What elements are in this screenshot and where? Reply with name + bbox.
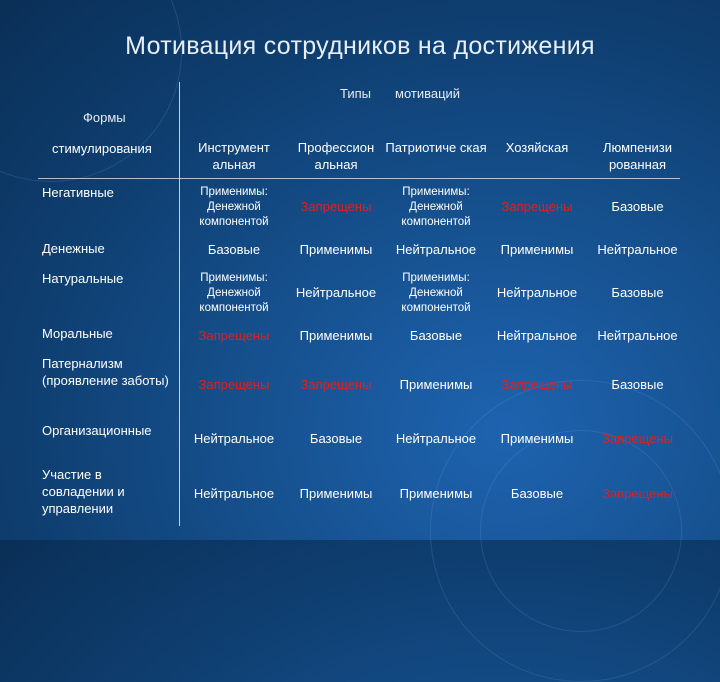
table-cell: Применимы xyxy=(500,242,574,257)
table-cell: Запрещены xyxy=(198,377,270,392)
table-cell: Нейтральное xyxy=(496,285,578,300)
column-header: Патриотиче ская xyxy=(385,140,487,155)
table-cell: Запрещены xyxy=(501,199,573,214)
table-cell: Нейтральное xyxy=(295,285,377,300)
table-cell: Нейтральное xyxy=(193,431,275,446)
column-header: Хозяйская xyxy=(505,140,569,155)
row-label: Натуральные xyxy=(42,271,124,286)
table-cell: Нейтральное xyxy=(193,486,275,501)
table-cell: Базовые xyxy=(510,486,564,501)
table-cell: Базовые xyxy=(207,242,261,257)
table-cell: Запрещены xyxy=(602,486,673,501)
table-cell: Базовые xyxy=(309,431,363,446)
table-cell: Нейтральное xyxy=(395,431,477,446)
table-cell: Нейтральное xyxy=(597,328,678,343)
table-cell: Запрещены xyxy=(198,328,270,343)
column-header: Инструмент альная xyxy=(198,140,270,172)
row-label: Денежные xyxy=(42,241,105,256)
table-cell: Применимы: Денежной компонентой xyxy=(401,271,471,314)
table-cell: Базовые xyxy=(611,199,664,214)
table-cell: Применимы xyxy=(399,486,473,501)
table-cell: Применимы xyxy=(399,377,473,392)
stimulation-header: стимулирования xyxy=(52,141,152,156)
table-divider-header xyxy=(38,178,680,179)
table-cell: Применимы: Денежной компонентой xyxy=(199,185,269,228)
row-label: Участие в совладении и управлении xyxy=(42,467,125,516)
types-header: Типы xyxy=(340,86,372,101)
row-label: Организационные xyxy=(42,423,152,438)
table-cell: Применимы: Денежной компонентой xyxy=(401,185,471,228)
table-cell: Запрещены xyxy=(300,377,372,392)
table-cell: Применимы: Денежной компонентой xyxy=(199,271,269,314)
slide-title: Мотивация сотрудников на достижения xyxy=(125,32,595,60)
table-cell: Нейтральное xyxy=(395,242,477,257)
table-cell: Базовые xyxy=(611,377,664,392)
table-cell: Запрещены xyxy=(300,199,372,214)
table-cell: Базовые xyxy=(611,285,664,300)
row-label: Моральные xyxy=(42,326,113,341)
row-label: Патернализм (проявление заботы) xyxy=(42,356,169,388)
table-cell: Применимы xyxy=(299,242,373,257)
forms-header: Формы xyxy=(83,110,126,125)
table-divider-vertical xyxy=(179,82,180,526)
row-label: Негативные xyxy=(42,185,114,200)
table-cell: Нейтральное xyxy=(597,242,678,257)
table-cell: Базовые xyxy=(409,328,463,343)
table-cell: Нейтральное xyxy=(496,328,578,343)
table-cell: Применимы xyxy=(299,486,373,501)
table-cell: Запрещены xyxy=(501,377,573,392)
table-cell: Применимы xyxy=(500,431,574,446)
column-header: Профессион альная xyxy=(297,140,375,172)
motivations-header: мотиваций xyxy=(395,86,461,101)
column-header: Люмпенизи рованная xyxy=(602,140,672,172)
table-cell: Применимы xyxy=(299,328,373,343)
table-cell: Запрещены xyxy=(602,431,673,446)
